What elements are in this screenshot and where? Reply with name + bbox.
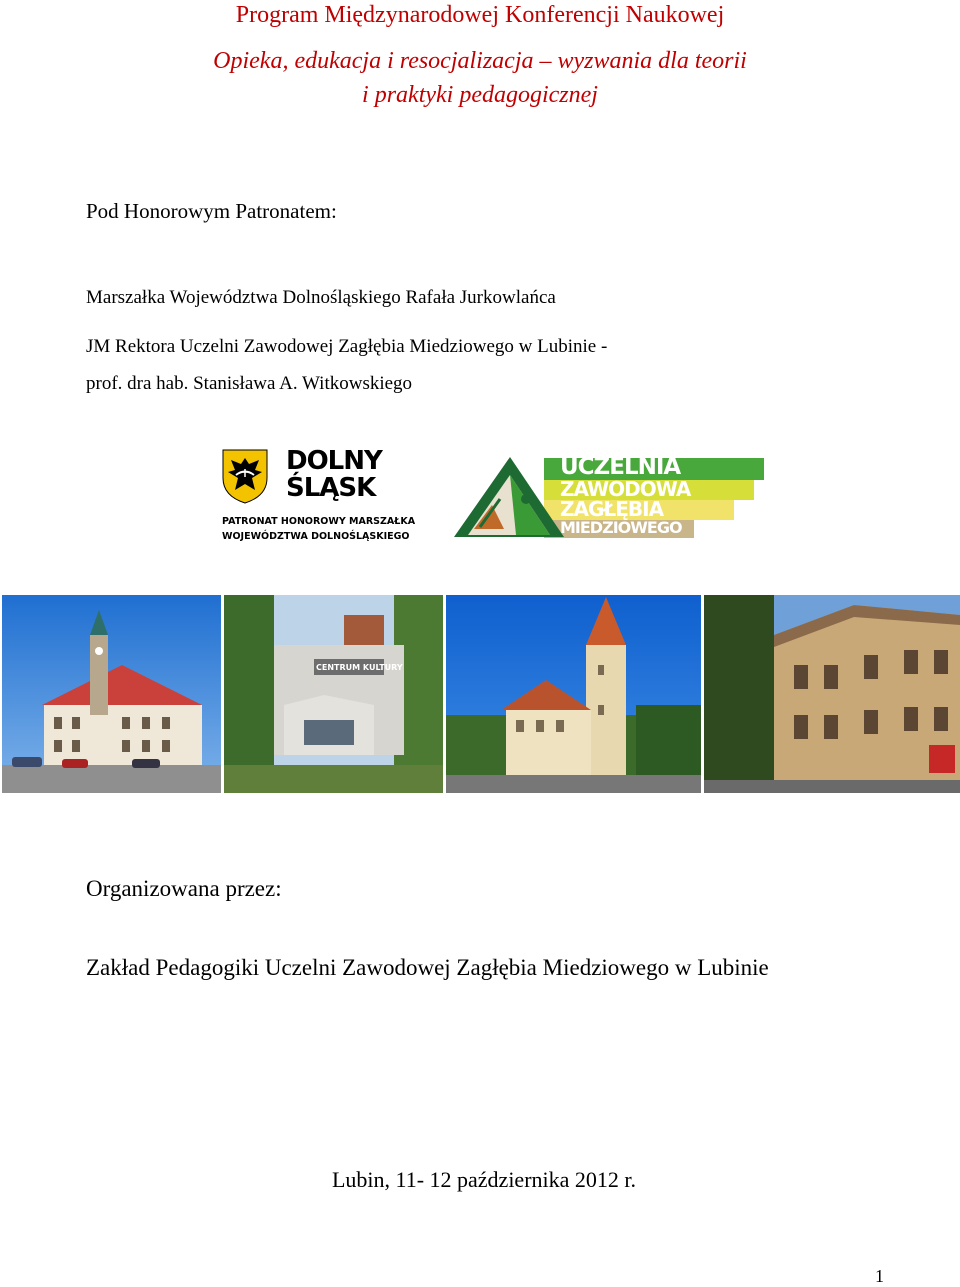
patron-marshal: Marszałka Województwa Dolnośląskiego Rafała Jurkowlańca	[86, 287, 556, 308]
lubin-photo-strip	[2, 595, 960, 793]
organizer-name: Zakład Pedagogiki Uczelni Zawodowej Zagłębia Miedziowego w Lubinie	[86, 955, 769, 980]
patron-rector: JM Rektora Uczelni Zawodowej Zagłębia Miedziowego w Lubinie -	[86, 336, 608, 357]
ds-name-line2: ŚLĄSK	[286, 473, 376, 503]
uz-line3: ZAGŁĘBIA	[560, 497, 664, 521]
uz-line1: UCZELNIA	[560, 454, 681, 480]
conference-subtitle-line2: i praktyki pedagogicznej	[362, 82, 598, 108]
photo-culture-center	[224, 595, 443, 793]
culture-center-sign: CENTRUM KULTURY	[316, 663, 403, 672]
photo-tower	[446, 595, 701, 793]
ds-name-line1: DOLNY	[286, 446, 382, 476]
ds-caption-line2: WOJEWÓDZTWA DOLNOŚLĄSKIEGO	[222, 531, 410, 542]
conference-subtitle-line1: Opieka, edukacja i resocjalizacja – wyzwania dla teorii	[213, 48, 747, 74]
uz-line4: MIEDZIOWEGO	[560, 518, 682, 537]
uz-line2: ZAWODOWA	[560, 477, 691, 501]
photo-townhouses	[704, 595, 960, 793]
patronage-heading: Pod Honorowym Patronatem:	[86, 199, 337, 223]
document-title: Program Międzynarodowej Konferencji Naukowej	[235, 2, 725, 28]
ds-caption-line1: PATRONAT HONOROWY MARSZAŁKA	[222, 516, 416, 527]
page-number: 1	[875, 1266, 884, 1286]
patron-rector-name: prof. dra hab. Stanisława A. Witkowskiego	[86, 373, 413, 394]
organizer-heading: Organizowana przez:	[86, 876, 282, 901]
place-and-date: Lubin, 11- 12 października 2012 r.	[331, 1167, 637, 1192]
dolny-slask-logo	[222, 448, 422, 543]
photo-town-hall	[2, 595, 221, 793]
uczelnia-zawodowa-logo	[452, 455, 768, 541]
